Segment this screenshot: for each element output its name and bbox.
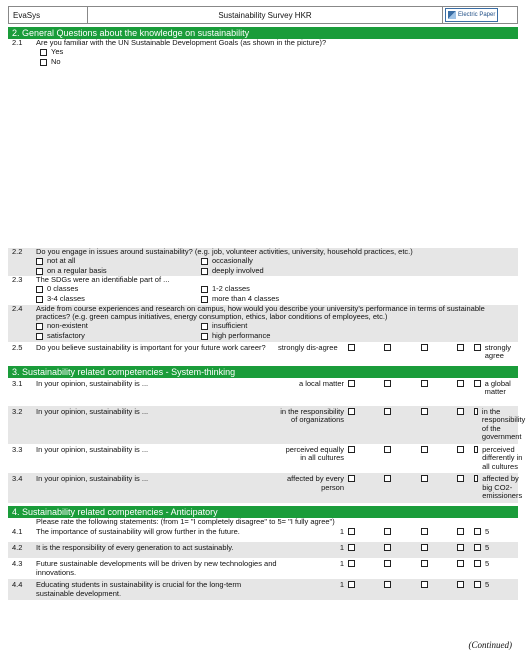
question-number: 2.5	[12, 342, 23, 352]
likert-scale	[348, 408, 468, 415]
question-3-4	[8, 473, 523, 503]
scale-left-label: strongly dis-agree	[278, 342, 338, 352]
checkbox[interactable]	[201, 296, 208, 303]
question-text: Do you believe sustainability is important for your future work career?	[36, 342, 266, 352]
question-number: 4.3	[12, 559, 23, 568]
question-text: Educating students in sustainability is crucial for the long-term sustainable development.	[36, 580, 242, 598]
likert-option-5[interactable]	[474, 560, 481, 567]
question-number: 3.4	[12, 474, 23, 483]
likert-option-4[interactable]	[457, 446, 464, 453]
likert-option-5[interactable]	[474, 581, 481, 588]
instructions-text: Please rate the following statements: (from 1= "I completely disagree" to 5= "I fully agree")	[36, 516, 335, 526]
question-number: 4.4	[12, 580, 23, 589]
checkbox[interactable]	[36, 333, 43, 340]
question-text: Do you engage in issues around sustainability? (e.g. job, volunteer activities, university, household practices, etc.)	[36, 246, 413, 256]
scale-right-label: perceived differently in all cultures	[482, 444, 523, 471]
likert-scale	[348, 475, 468, 482]
checkbox[interactable]	[201, 333, 208, 340]
scale-left-label: in the responsibility of organizations	[280, 406, 344, 424]
likert-option-5[interactable]	[474, 544, 481, 551]
likert-option-2[interactable]	[384, 408, 391, 415]
option-label: occasionally	[212, 255, 253, 265]
likert-option-4[interactable]	[457, 380, 464, 387]
checkbox[interactable]	[201, 258, 208, 265]
checkbox[interactable]	[40, 59, 47, 66]
question-4-1	[8, 526, 518, 542]
section-4-title: 4. Sustainability related competencies - Anticipatory	[8, 506, 518, 518]
scale-left-label: 1	[339, 559, 344, 568]
continued-note: (Continued)	[468, 640, 512, 650]
scale-right-label: strongly agree	[484, 342, 512, 360]
scale-left-label: a local matter	[298, 378, 344, 388]
question-text: The SDGs were an identifiable part of ...	[36, 275, 170, 284]
likert-option-2[interactable]	[384, 560, 391, 567]
likert-option-3[interactable]	[421, 344, 428, 351]
likert-option-4[interactable]	[457, 560, 464, 567]
option-0-classes[interactable]	[36, 285, 201, 295]
header-app-name: EvaSys	[9, 7, 88, 23]
likert-scale	[348, 581, 468, 588]
header-logo	[443, 7, 517, 23]
scale-right-label: affected by big CO2-emissioners	[482, 474, 523, 500]
question-2-3	[8, 276, 518, 305]
question-number: 2.3	[12, 275, 23, 284]
likert-option-5[interactable]	[474, 344, 481, 351]
checkbox[interactable]	[201, 268, 208, 275]
option-label: not at all	[47, 255, 76, 265]
scale-left-label: 1	[339, 543, 344, 552]
option-high-performance[interactable]	[201, 332, 366, 342]
likert-scale	[348, 380, 468, 387]
likert-option-5[interactable]	[474, 380, 481, 387]
likert-option-3[interactable]	[421, 544, 428, 551]
option-3-4-classes[interactable]	[36, 295, 201, 305]
likert-option-3[interactable]	[421, 446, 428, 453]
checkbox[interactable]	[36, 258, 43, 265]
checkbox[interactable]	[201, 286, 208, 293]
question-number: 2.4	[12, 303, 23, 313]
question-text: Aside from course experiences and research on campus, how would you describe your university’s performance in terms of sustainable practices? (e.g. green campus initiatives, energy consumption, ethics, labor conditions of employees, etc.)	[36, 303, 485, 321]
section-2-title: 2. General Questions about the knowledge on sustainability	[8, 27, 518, 39]
likert-option-2[interactable]	[384, 544, 391, 551]
question-number: 2.2	[12, 246, 23, 256]
likert-scale	[348, 560, 468, 567]
scale-right-label: 5	[485, 543, 490, 552]
question-3-2	[8, 406, 526, 444]
option-label: 1-2 classes	[212, 284, 250, 294]
likert-option-1[interactable]	[348, 475, 355, 482]
scale-right-label: in the responsibility of the government	[481, 406, 526, 441]
header-survey-title: Sustainability Survey HKR	[88, 7, 443, 23]
question-text: It is the responsibility of every generation to act sustainably.	[36, 543, 234, 552]
likert-option-5[interactable]	[474, 446, 478, 453]
likert-option-4[interactable]	[457, 344, 464, 351]
question-text: In your opinion, sustainability is ...	[36, 444, 149, 454]
checkbox[interactable]	[36, 268, 43, 275]
option-satisfactory[interactable]	[36, 332, 201, 342]
likert-scale	[348, 544, 468, 551]
option-label: satisfactory	[47, 331, 85, 341]
likert-scale	[348, 528, 468, 535]
checkbox[interactable]	[36, 286, 43, 293]
checkbox[interactable]	[201, 323, 208, 330]
option-label: on a regular basis	[47, 265, 107, 275]
likert-option-5[interactable]	[474, 408, 478, 415]
likert-option-5[interactable]	[474, 528, 481, 535]
scale-right-label: a global matter	[484, 378, 511, 396]
likert-option-3[interactable]	[421, 528, 428, 535]
survey-page	[8, 6, 526, 600]
section-3-title: 3. Sustainability related competencies - System-thinking	[8, 366, 518, 378]
likert-option-1[interactable]	[348, 544, 355, 551]
option-occasionally[interactable]	[201, 256, 366, 266]
question-4-2	[8, 542, 518, 558]
likert-option-1[interactable]	[348, 380, 355, 387]
likert-option-1[interactable]	[348, 560, 355, 567]
option-label: non-existent	[47, 321, 88, 331]
question-2-1	[8, 39, 518, 68]
question-text: In your opinion, sustainability is ...	[36, 406, 149, 416]
likert-option-3[interactable]	[421, 560, 428, 567]
likert-option-2[interactable]	[384, 528, 391, 535]
question-4-4	[8, 579, 518, 600]
question-text: Are you familiar with the UN Sustainable Development Goals (as shown in the picture)?	[36, 38, 327, 47]
scale-left-label: affected by every person	[287, 474, 344, 492]
scale-left-label: 1	[339, 580, 344, 589]
likert-option-4[interactable]	[457, 408, 464, 415]
likert-option-2[interactable]	[384, 344, 391, 351]
question-3-3	[8, 444, 523, 474]
question-number: 3.2	[12, 406, 23, 416]
option-non-existent[interactable]	[36, 322, 201, 332]
likert-option-1[interactable]	[348, 446, 355, 453]
logo-mark-icon	[448, 11, 456, 19]
likert-option-1[interactable]	[348, 581, 355, 588]
question-4-3	[8, 558, 518, 579]
scale-right-label: 5	[485, 527, 490, 536]
likert-option-1[interactable]	[348, 408, 355, 415]
likert-option-3[interactable]	[421, 581, 428, 588]
question-number: 3.3	[12, 444, 23, 454]
option-label: No	[51, 57, 61, 67]
electric-paper-logo	[445, 8, 498, 22]
question-2-2	[8, 248, 518, 277]
scale-right-label: 5	[485, 580, 490, 589]
option-more-than-4[interactable]	[201, 295, 366, 305]
question-number: 4.1	[12, 527, 23, 536]
question-number: 3.1	[12, 378, 23, 388]
option-label: high performance	[212, 331, 271, 341]
likert-option-4[interactable]	[457, 581, 464, 588]
scale-right-label: 5	[485, 559, 490, 568]
option-label: insufficient	[212, 321, 248, 331]
checkbox[interactable]	[36, 323, 43, 330]
option-label: more than 4 classes	[212, 294, 280, 304]
option-label: 3-4 classes	[47, 294, 85, 304]
likert-option-1[interactable]	[348, 344, 355, 351]
checkbox[interactable]	[36, 296, 43, 303]
option-not-at-all[interactable]	[36, 256, 201, 266]
section-3-questions	[8, 378, 526, 503]
likert-option-1[interactable]	[348, 528, 355, 535]
option-label: Yes	[51, 47, 64, 57]
checkbox[interactable]	[40, 49, 47, 56]
option-label: 0 classes	[47, 284, 79, 294]
scale-left-label: 1	[339, 527, 344, 536]
likert-scale	[348, 446, 468, 453]
option-yes[interactable]	[40, 48, 518, 58]
likert-option-4[interactable]	[457, 528, 464, 535]
likert-option-3[interactable]	[421, 408, 428, 415]
section-4-questions	[8, 526, 518, 600]
option-no[interactable]	[40, 58, 518, 68]
question-text: Future sustainable developments will be driven by new technologies and innovations.	[36, 559, 277, 577]
likert-option-2[interactable]	[384, 475, 391, 482]
sdg-image-area	[8, 68, 518, 248]
option-1-2-classes[interactable]	[201, 285, 366, 295]
question-2-4	[8, 305, 518, 342]
likert-option-4[interactable]	[457, 544, 464, 551]
question-text: The importance of sustainability will grow further in the future.	[36, 527, 240, 536]
scale-left-label: perceived equally in all cultures	[285, 444, 344, 462]
question-2-5	[8, 342, 518, 363]
question-text: In your opinion, sustainability is ...	[36, 474, 149, 483]
question-number: 4.2	[12, 543, 23, 552]
likert-option-3[interactable]	[421, 475, 428, 482]
survey-header	[8, 6, 518, 24]
option-insufficient[interactable]	[201, 322, 366, 332]
likert-option-3[interactable]	[421, 380, 428, 387]
likert-option-5[interactable]	[474, 475, 478, 482]
section-4-intro	[8, 518, 518, 527]
likert-scale	[348, 344, 468, 351]
likert-option-4[interactable]	[457, 475, 464, 482]
question-text: In your opinion, sustainability is ...	[36, 378, 149, 388]
question-number: 2.1	[12, 38, 23, 47]
option-deeply-involved[interactable]	[201, 266, 366, 276]
question-3-1	[8, 378, 518, 406]
option-label: deeply involved	[212, 265, 264, 275]
likert-option-2[interactable]	[384, 380, 391, 387]
logo-text: Electric Paper	[458, 12, 496, 18]
likert-option-2[interactable]	[384, 446, 391, 453]
likert-option-2[interactable]	[384, 581, 391, 588]
